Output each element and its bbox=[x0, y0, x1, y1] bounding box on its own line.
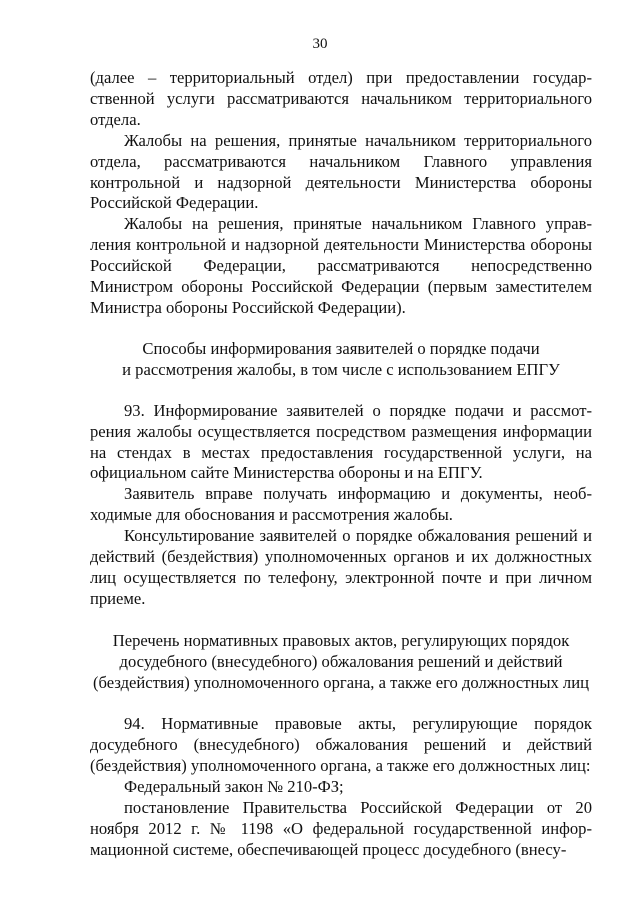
document-body bbox=[90, 68, 592, 861]
paragraph-complaints-territorial-head: Жалобы на решения, принятые начальником территориального отдела, рассматриваются начальником Главного управления контрольной и надзорной деятельности Министерства обороны Российской Федерации. bbox=[90, 130, 592, 213]
section-heading-informing bbox=[90, 339, 592, 381]
paragraph-complaints-main-directorate: Жалобы на решения, принятые начальником Главного управления контрольной и надзорной деятельности Министерства обороны Российской Федерации, рассматриваются непосредственно Министром обороны Российской Федерации (первым заместителем Министра обороны Российской Федерации). bbox=[90, 214, 592, 317]
paragraph-94-federal-law: Федеральный закон № 210-ФЗ; bbox=[124, 777, 344, 797]
page-number: 30 bbox=[312, 36, 328, 52]
section-heading-normative-acts bbox=[90, 631, 592, 694]
paragraph-93: 93. Информирование заявителей о порядке подачи и рассмотрения жалобы осуществляется посредством размещения информации на стендах в местах предоставления государственной услуги, на официальном сайте Министерства обороны и на ЕПГУ. bbox=[90, 400, 592, 483]
heading-line: и рассмотрения жалобы, в том числе с использованием ЕПГУ bbox=[122, 359, 560, 379]
paragraph-93-consulting: Консультирование заявителей о порядке обжалования решений и действий (бездействия) уполномоченных органов и их должностных лиц осуществляется по телефону, электронной почте и при личном приеме. bbox=[90, 526, 592, 608]
paragraph-93-applicant-rights: Заявитель вправе получать информацию и документы, необходимые для обоснования и рассмотрения жалобы. bbox=[90, 484, 592, 525]
paragraph-94-government-resolution: постановление Правительства Российской Федерации от 20 ноября 2012 г. № 1198 «О федеральной государственной информационной системе, обеспечивающей процесс досудебного (внесу- bbox=[90, 798, 592, 859]
heading-line: (бездействия) уполномоченного органа, а также его должностных лиц bbox=[93, 672, 589, 692]
heading-line: досудебного (внесудебного) обжалования решений и действий bbox=[119, 651, 563, 671]
paragraph-territorial-department: (далее – территориальный отдел) при предоставлении государственной услуги рассматриваются начальником территориального отдела. bbox=[90, 68, 592, 129]
heading-line: Способы информирования заявителей о порядке подачи bbox=[142, 338, 540, 358]
heading-line: Перечень нормативных правовых актов, регулирующих порядок bbox=[112, 630, 570, 650]
paragraph-94: 94. Нормативные правовые акты, регулирующие порядок досудебного (внесудебного) обжалования решений и действий (бездействия) уполномоченного органа, а также его должностных лиц: bbox=[90, 714, 592, 776]
